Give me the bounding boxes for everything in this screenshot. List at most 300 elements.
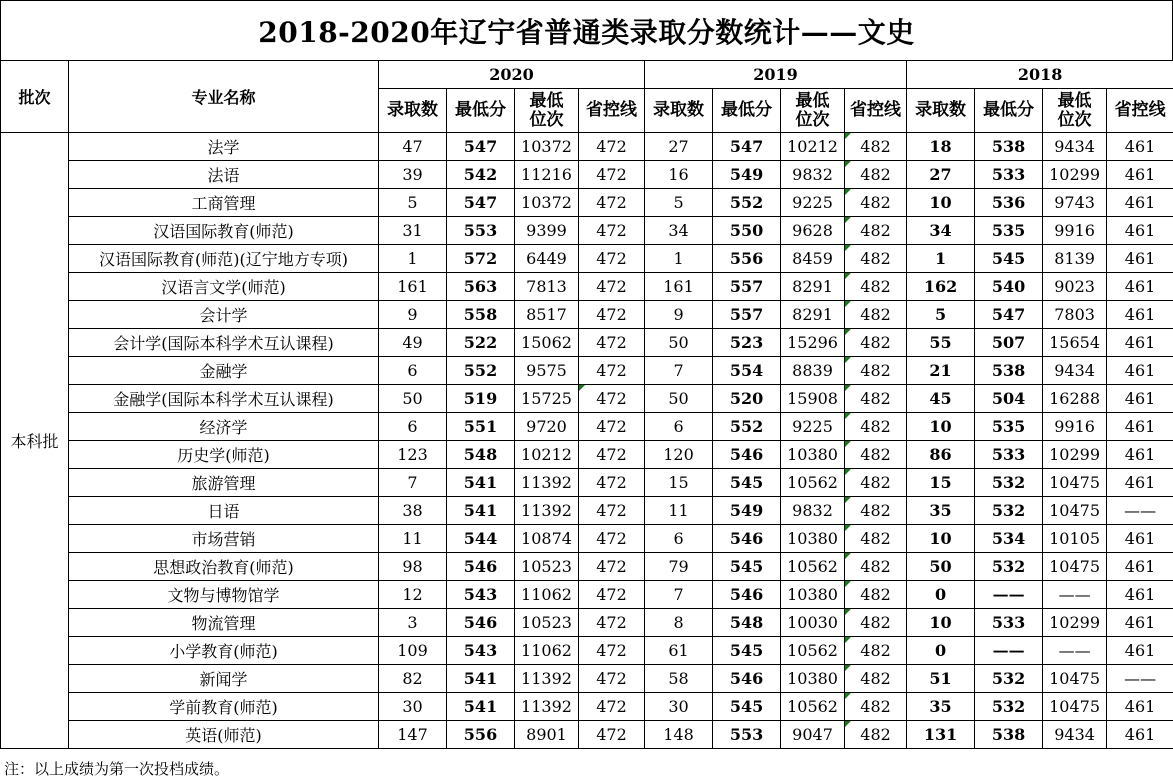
min-score-cell[interactable]: 545 <box>713 637 781 665</box>
min-rank-cell[interactable]: 9225 <box>781 189 845 217</box>
control-line-cell[interactable]: 461 <box>1107 161 1173 189</box>
control-line-cell[interactable]: 482 <box>845 357 907 385</box>
admitted-count-cell[interactable]: 6 <box>379 357 447 385</box>
control-line-cell[interactable]: 482 <box>845 133 907 161</box>
min-score-cell[interactable]: 532 <box>975 553 1043 581</box>
min-score-cell[interactable]: 553 <box>447 217 515 245</box>
admitted-count-cell[interactable]: 34 <box>907 217 975 245</box>
major-cell[interactable]: 法语 <box>69 161 379 189</box>
min-score-cell[interactable]: 532 <box>975 469 1043 497</box>
min-rank-cell[interactable]: 10380 <box>781 441 845 469</box>
min-rank-cell[interactable]: 10523 <box>515 553 579 581</box>
min-score-cell[interactable]: 547 <box>713 133 781 161</box>
control-line-cell[interactable]: 482 <box>845 189 907 217</box>
control-line-cell[interactable]: 461 <box>1107 385 1173 413</box>
control-line-cell[interactable]: 482 <box>845 525 907 553</box>
admitted-count-cell[interactable]: 7 <box>645 581 713 609</box>
control-line-cell[interactable]: —— <box>1107 665 1173 693</box>
min-score-cell[interactable]: 504 <box>975 385 1043 413</box>
control-line-cell[interactable]: 472 <box>579 441 645 469</box>
min-rank-cell[interactable]: 10523 <box>515 609 579 637</box>
min-score-cell[interactable]: 541 <box>447 665 515 693</box>
control-line-cell[interactable]: 482 <box>845 273 907 301</box>
min-score-cell[interactable]: 533 <box>975 161 1043 189</box>
admitted-count-cell[interactable]: 11 <box>379 525 447 553</box>
control-line-cell[interactable]: 472 <box>579 525 645 553</box>
control-line-cell[interactable]: 482 <box>845 217 907 245</box>
min-score-cell[interactable]: 541 <box>447 469 515 497</box>
min-rank-cell[interactable]: 11392 <box>515 469 579 497</box>
admitted-count-cell[interactable]: 8 <box>645 609 713 637</box>
admitted-count-cell[interactable]: 131 <box>907 721 975 749</box>
min-score-cell[interactable]: 556 <box>447 721 515 749</box>
admitted-count-cell[interactable]: 34 <box>645 217 713 245</box>
control-line-cell[interactable]: 482 <box>845 581 907 609</box>
admitted-count-cell[interactable]: 161 <box>379 273 447 301</box>
major-cell[interactable]: 小学教育(师范) <box>69 637 379 665</box>
min-rank-cell[interactable]: 10380 <box>781 525 845 553</box>
admitted-count-cell[interactable]: 58 <box>645 665 713 693</box>
control-line-cell[interactable]: 482 <box>845 161 907 189</box>
admitted-count-cell[interactable]: 55 <box>907 329 975 357</box>
admitted-count-cell[interactable]: 30 <box>379 693 447 721</box>
min-score-cell[interactable]: 538 <box>975 357 1043 385</box>
min-score-header-2020[interactable]: 最低分 <box>447 89 515 133</box>
admitted-count-cell[interactable]: 9 <box>379 301 447 329</box>
admitted-count-cell[interactable]: 6 <box>645 525 713 553</box>
control-line-cell[interactable]: 461 <box>1107 301 1173 329</box>
min-score-cell[interactable]: 547 <box>447 189 515 217</box>
min-score-cell[interactable]: 547 <box>447 133 515 161</box>
major-cell[interactable]: 会计学 <box>69 301 379 329</box>
min-score-cell[interactable]: 554 <box>713 357 781 385</box>
min-rank-cell[interactable]: 10380 <box>781 581 845 609</box>
admitted-count-cell[interactable]: 21 <box>907 357 975 385</box>
min-score-cell[interactable]: 546 <box>713 581 781 609</box>
min-rank-cell[interactable]: 15908 <box>781 385 845 413</box>
admitted-count-cell[interactable]: 86 <box>907 441 975 469</box>
control-line-cell[interactable]: 472 <box>579 469 645 497</box>
control-line-cell[interactable]: 482 <box>845 413 907 441</box>
admitted-count-cell[interactable]: 15 <box>907 469 975 497</box>
major-cell[interactable]: 金融学(国际本科学术互认课程) <box>69 385 379 413</box>
min-score-cell[interactable]: 543 <box>447 581 515 609</box>
min-rank-cell[interactable]: 10030 <box>781 609 845 637</box>
control-line-cell[interactable]: 472 <box>579 553 645 581</box>
admitted-count-cell[interactable]: 5 <box>645 189 713 217</box>
major-cell[interactable]: 日语 <box>69 497 379 525</box>
major-cell[interactable]: 历史学(师范) <box>69 441 379 469</box>
control-line-cell[interactable]: 461 <box>1107 413 1173 441</box>
major-cell[interactable]: 汉语言文学(师范) <box>69 273 379 301</box>
min-score-cell[interactable]: 532 <box>975 693 1043 721</box>
min-score-cell[interactable]: 523 <box>713 329 781 357</box>
min-rank-cell[interactable]: 10299 <box>1043 161 1107 189</box>
control-line-cell[interactable]: 482 <box>845 553 907 581</box>
min-score-cell[interactable]: 548 <box>713 609 781 637</box>
min-rank-cell[interactable]: 9225 <box>781 413 845 441</box>
admitted-count-cell[interactable]: 120 <box>645 441 713 469</box>
min-score-cell[interactable]: 534 <box>975 525 1043 553</box>
min-rank-cell[interactable]: 8459 <box>781 245 845 273</box>
min-rank-cell[interactable]: 9047 <box>781 721 845 749</box>
admitted-count-header-2019[interactable]: 录取数 <box>645 89 713 133</box>
control-line-cell[interactable]: 461 <box>1107 525 1173 553</box>
min-score-cell[interactable]: 563 <box>447 273 515 301</box>
admitted-count-cell[interactable]: 148 <box>645 721 713 749</box>
major-cell[interactable]: 英语(师范) <box>69 721 379 749</box>
major-cell[interactable]: 学前教育(师范) <box>69 693 379 721</box>
control-line-cell[interactable]: 472 <box>579 637 645 665</box>
min-score-cell[interactable]: 532 <box>975 665 1043 693</box>
min-score-cell[interactable]: 552 <box>447 357 515 385</box>
admitted-count-cell[interactable]: 109 <box>379 637 447 665</box>
admitted-count-cell[interactable]: 27 <box>645 133 713 161</box>
min-rank-cell[interactable]: 11392 <box>515 693 579 721</box>
control-line-cell[interactable]: 472 <box>579 581 645 609</box>
admitted-count-cell[interactable]: 10 <box>907 189 975 217</box>
min-score-cell[interactable]: —— <box>975 581 1043 609</box>
min-rank-cell[interactable]: 9434 <box>1043 357 1107 385</box>
admitted-count-cell[interactable]: 161 <box>645 273 713 301</box>
admitted-count-cell[interactable]: 35 <box>907 497 975 525</box>
control-line-cell[interactable]: 472 <box>579 693 645 721</box>
admitted-count-cell[interactable]: 61 <box>645 637 713 665</box>
min-score-cell[interactable]: 533 <box>975 441 1043 469</box>
admitted-count-cell[interactable]: 0 <box>907 581 975 609</box>
min-rank-cell[interactable]: 11392 <box>515 497 579 525</box>
min-score-cell[interactable]: 545 <box>975 245 1043 273</box>
admitted-count-cell[interactable]: 50 <box>379 385 447 413</box>
batch-header[interactable]: 批次 <box>1 61 69 133</box>
admitted-count-cell[interactable]: 5 <box>379 189 447 217</box>
min-rank-header-2018[interactable]: 最低 位次 <box>1043 89 1107 133</box>
control-line-cell[interactable]: 482 <box>845 497 907 525</box>
control-line-header-2018[interactable]: 省控线 <box>1107 89 1173 133</box>
min-rank-cell[interactable]: 9720 <box>515 413 579 441</box>
control-line-cell[interactable]: 472 <box>579 189 645 217</box>
year-header-2018[interactable]: 2018 <box>907 61 1173 89</box>
admitted-count-cell[interactable]: 3 <box>379 609 447 637</box>
admitted-count-cell[interactable]: 50 <box>645 385 713 413</box>
control-line-cell[interactable]: 461 <box>1107 189 1173 217</box>
control-line-cell[interactable]: 472 <box>579 413 645 441</box>
min-rank-cell[interactable]: 10475 <box>1043 469 1107 497</box>
control-line-cell[interactable]: 461 <box>1107 441 1173 469</box>
control-line-cell[interactable]: 461 <box>1107 581 1173 609</box>
min-score-cell[interactable]: 545 <box>713 553 781 581</box>
min-score-cell[interactable]: 546 <box>447 609 515 637</box>
min-rank-cell[interactable]: 10562 <box>781 553 845 581</box>
control-line-cell[interactable]: 472 <box>579 301 645 329</box>
min-rank-header-2020[interactable]: 最低 位次 <box>515 89 579 133</box>
min-rank-cell[interactable]: 9916 <box>1043 413 1107 441</box>
control-line-cell[interactable]: 461 <box>1107 693 1173 721</box>
admitted-count-cell[interactable]: 9 <box>645 301 713 329</box>
min-score-cell[interactable]: 547 <box>975 301 1043 329</box>
admitted-count-cell[interactable]: 79 <box>645 553 713 581</box>
control-line-cell[interactable]: 472 <box>579 245 645 273</box>
min-rank-cell[interactable]: 10212 <box>781 133 845 161</box>
control-line-cell[interactable]: 482 <box>845 329 907 357</box>
control-line-cell[interactable]: 482 <box>845 637 907 665</box>
min-rank-cell[interactable]: 10372 <box>515 133 579 161</box>
control-line-cell[interactable]: 472 <box>579 217 645 245</box>
control-line-header-2019[interactable]: 省控线 <box>845 89 907 133</box>
control-line-cell[interactable]: 482 <box>845 721 907 749</box>
major-cell[interactable]: 经济学 <box>69 413 379 441</box>
control-line-cell[interactable]: 472 <box>579 273 645 301</box>
min-rank-cell[interactable]: 15062 <box>515 329 579 357</box>
control-line-cell[interactable]: 461 <box>1107 357 1173 385</box>
min-rank-cell[interactable]: 10475 <box>1043 665 1107 693</box>
year-header-2019[interactable]: 2019 <box>645 61 907 89</box>
min-rank-cell[interactable]: 7813 <box>515 273 579 301</box>
min-rank-cell[interactable]: 10562 <box>781 693 845 721</box>
min-rank-cell[interactable]: 16288 <box>1043 385 1107 413</box>
admitted-count-cell[interactable]: 7 <box>379 469 447 497</box>
min-score-cell[interactable]: 540 <box>975 273 1043 301</box>
control-line-cell[interactable]: 482 <box>845 245 907 273</box>
min-rank-cell[interactable]: 15296 <box>781 329 845 357</box>
admitted-count-cell[interactable]: 6 <box>379 413 447 441</box>
min-rank-cell[interactable]: 9628 <box>781 217 845 245</box>
min-score-header-2018[interactable]: 最低分 <box>975 89 1043 133</box>
control-line-cell[interactable]: 472 <box>579 609 645 637</box>
min-score-cell[interactable]: 522 <box>447 329 515 357</box>
min-score-cell[interactable]: 549 <box>713 161 781 189</box>
min-rank-cell[interactable]: 8291 <box>781 301 845 329</box>
control-line-cell[interactable]: 461 <box>1107 133 1173 161</box>
min-rank-cell[interactable]: 8291 <box>781 273 845 301</box>
min-rank-cell[interactable]: 8139 <box>1043 245 1107 273</box>
admitted-count-cell[interactable]: 5 <box>907 301 975 329</box>
min-rank-cell[interactable]: 9023 <box>1043 273 1107 301</box>
min-rank-cell[interactable]: 11216 <box>515 161 579 189</box>
admitted-count-cell[interactable]: 98 <box>379 553 447 581</box>
control-line-cell[interactable]: 482 <box>845 441 907 469</box>
control-line-cell[interactable]: 482 <box>845 609 907 637</box>
control-line-cell[interactable]: 482 <box>845 385 907 413</box>
control-line-cell[interactable]: 472 <box>579 329 645 357</box>
year-header-2020[interactable]: 2020 <box>379 61 645 89</box>
major-cell[interactable]: 旅游管理 <box>69 469 379 497</box>
min-rank-cell[interactable]: 6449 <box>515 245 579 273</box>
admitted-count-cell[interactable]: 50 <box>907 553 975 581</box>
min-score-cell[interactable]: 557 <box>713 273 781 301</box>
min-rank-cell[interactable]: 10475 <box>1043 553 1107 581</box>
control-line-header-2020[interactable]: 省控线 <box>579 89 645 133</box>
admitted-count-cell[interactable]: 1 <box>379 245 447 273</box>
min-score-cell[interactable]: 553 <box>713 721 781 749</box>
min-rank-cell[interactable]: 15725 <box>515 385 579 413</box>
admitted-count-cell[interactable]: 1 <box>645 245 713 273</box>
min-score-cell[interactable]: 546 <box>713 665 781 693</box>
admitted-count-cell[interactable]: 123 <box>379 441 447 469</box>
min-score-cell[interactable]: 556 <box>713 245 781 273</box>
min-rank-cell[interactable]: 11392 <box>515 665 579 693</box>
admitted-count-cell[interactable]: 49 <box>379 329 447 357</box>
min-rank-header-2019[interactable]: 最低 位次 <box>781 89 845 133</box>
min-score-cell[interactable]: 545 <box>713 693 781 721</box>
major-cell[interactable]: 工商管理 <box>69 189 379 217</box>
major-cell[interactable]: 汉语国际教育(师范) <box>69 217 379 245</box>
min-rank-cell[interactable]: 11062 <box>515 637 579 665</box>
min-rank-cell[interactable]: 10372 <box>515 189 579 217</box>
admitted-count-cell[interactable]: 10 <box>907 609 975 637</box>
major-cell[interactable]: 会计学(国际本科学术互认课程) <box>69 329 379 357</box>
min-score-cell[interactable]: 558 <box>447 301 515 329</box>
min-score-cell[interactable]: 543 <box>447 637 515 665</box>
admitted-count-cell[interactable]: 0 <box>907 637 975 665</box>
min-score-cell[interactable]: 541 <box>447 497 515 525</box>
min-score-cell[interactable]: 538 <box>975 721 1043 749</box>
control-line-cell[interactable]: 461 <box>1107 721 1173 749</box>
min-rank-cell[interactable]: —— <box>1043 637 1107 665</box>
min-score-cell[interactable]: 536 <box>975 189 1043 217</box>
min-rank-cell[interactable]: 9575 <box>515 357 579 385</box>
admitted-count-header-2018[interactable]: 录取数 <box>907 89 975 133</box>
min-score-cell[interactable]: 550 <box>713 217 781 245</box>
control-line-cell[interactable]: 461 <box>1107 273 1173 301</box>
min-rank-cell[interactable]: 11062 <box>515 581 579 609</box>
admitted-count-cell[interactable]: 16 <box>645 161 713 189</box>
control-line-cell[interactable]: 461 <box>1107 245 1173 273</box>
control-line-cell[interactable]: 482 <box>845 693 907 721</box>
min-rank-cell[interactable]: 10380 <box>781 665 845 693</box>
min-rank-cell[interactable]: 9832 <box>781 497 845 525</box>
admitted-count-cell[interactable]: 30 <box>645 693 713 721</box>
admitted-count-cell[interactable]: 27 <box>907 161 975 189</box>
min-score-cell[interactable]: 507 <box>975 329 1043 357</box>
min-score-cell[interactable]: 557 <box>713 301 781 329</box>
major-cell[interactable]: 法学 <box>69 133 379 161</box>
admitted-count-cell[interactable]: 12 <box>379 581 447 609</box>
min-rank-cell[interactable]: 8517 <box>515 301 579 329</box>
control-line-cell[interactable]: 461 <box>1107 329 1173 357</box>
min-score-cell[interactable]: 538 <box>975 133 1043 161</box>
admitted-count-cell[interactable]: 45 <box>907 385 975 413</box>
control-line-cell[interactable]: 472 <box>579 497 645 525</box>
min-rank-cell[interactable]: 10105 <box>1043 525 1107 553</box>
control-line-cell[interactable]: —— <box>1107 497 1173 525</box>
min-score-cell[interactable]: 548 <box>447 441 515 469</box>
min-score-cell[interactable]: 546 <box>713 441 781 469</box>
control-line-cell[interactable]: 472 <box>579 161 645 189</box>
admitted-count-cell[interactable]: 162 <box>907 273 975 301</box>
admitted-count-cell[interactable]: 10 <box>907 525 975 553</box>
admitted-count-cell[interactable]: 35 <box>907 693 975 721</box>
control-line-cell[interactable]: 472 <box>579 721 645 749</box>
major-header[interactable]: 专业名称 <box>69 61 379 133</box>
admitted-count-cell[interactable]: 82 <box>379 665 447 693</box>
major-cell[interactable]: 思想政治教育(师范) <box>69 553 379 581</box>
admitted-count-cell[interactable]: 1 <box>907 245 975 273</box>
admitted-count-cell[interactable]: 38 <box>379 497 447 525</box>
min-rank-cell[interactable]: —— <box>1043 581 1107 609</box>
min-rank-cell[interactable]: 8901 <box>515 721 579 749</box>
control-line-cell[interactable]: 461 <box>1107 609 1173 637</box>
min-rank-cell[interactable]: 9434 <box>1043 721 1107 749</box>
batch-cell[interactable]: 本科批 <box>1 133 69 749</box>
control-line-cell[interactable]: 472 <box>579 133 645 161</box>
min-score-cell[interactable]: 535 <box>975 217 1043 245</box>
min-rank-cell[interactable]: 10562 <box>781 469 845 497</box>
min-score-cell[interactable]: 552 <box>713 189 781 217</box>
control-line-cell[interactable]: 482 <box>845 301 907 329</box>
min-score-cell[interactable]: 541 <box>447 693 515 721</box>
min-rank-cell[interactable]: 9832 <box>781 161 845 189</box>
admitted-count-cell[interactable]: 51 <box>907 665 975 693</box>
control-line-cell[interactable]: 472 <box>579 385 645 413</box>
min-score-cell[interactable]: 519 <box>447 385 515 413</box>
min-rank-cell[interactable]: 8839 <box>781 357 845 385</box>
admitted-count-cell[interactable]: 18 <box>907 133 975 161</box>
admitted-count-cell[interactable]: 50 <box>645 329 713 357</box>
min-rank-cell[interactable]: 9743 <box>1043 189 1107 217</box>
min-rank-cell[interactable]: 10299 <box>1043 441 1107 469</box>
min-rank-cell[interactable]: 9434 <box>1043 133 1107 161</box>
min-score-cell[interactable]: 520 <box>713 385 781 413</box>
control-line-cell[interactable]: 472 <box>579 665 645 693</box>
min-rank-cell[interactable]: 10299 <box>1043 609 1107 637</box>
major-cell[interactable]: 市场营销 <box>69 525 379 553</box>
admitted-count-cell[interactable]: 47 <box>379 133 447 161</box>
control-line-cell[interactable]: 472 <box>579 357 645 385</box>
min-score-header-2019[interactable]: 最低分 <box>713 89 781 133</box>
min-rank-cell[interactable]: 9916 <box>1043 217 1107 245</box>
admitted-count-header-2020[interactable]: 录取数 <box>379 89 447 133</box>
min-score-cell[interactable]: 572 <box>447 245 515 273</box>
major-cell[interactable]: 汉语国际教育(师范)(辽宁地方专项) <box>69 245 379 273</box>
admitted-count-cell[interactable]: 6 <box>645 413 713 441</box>
min-score-cell[interactable]: 533 <box>975 609 1043 637</box>
major-cell[interactable]: 物流管理 <box>69 609 379 637</box>
min-rank-cell[interactable]: 10212 <box>515 441 579 469</box>
control-line-cell[interactable]: 461 <box>1107 637 1173 665</box>
control-line-cell[interactable]: 461 <box>1107 217 1173 245</box>
major-cell[interactable]: 金融学 <box>69 357 379 385</box>
admitted-count-cell[interactable]: 147 <box>379 721 447 749</box>
min-score-cell[interactable]: 532 <box>975 497 1043 525</box>
min-score-cell[interactable]: 552 <box>713 413 781 441</box>
min-rank-cell[interactable]: 15654 <box>1043 329 1107 357</box>
min-rank-cell[interactable]: 10475 <box>1043 497 1107 525</box>
control-line-cell[interactable]: 482 <box>845 665 907 693</box>
min-rank-cell[interactable]: 10874 <box>515 525 579 553</box>
min-score-cell[interactable]: 546 <box>447 553 515 581</box>
min-score-cell[interactable]: 546 <box>713 525 781 553</box>
min-score-cell[interactable]: 545 <box>713 469 781 497</box>
min-rank-cell[interactable]: 10562 <box>781 637 845 665</box>
min-score-cell[interactable]: 542 <box>447 161 515 189</box>
control-line-cell[interactable]: 461 <box>1107 553 1173 581</box>
admitted-count-cell[interactable]: 39 <box>379 161 447 189</box>
admitted-count-cell[interactable]: 15 <box>645 469 713 497</box>
min-rank-cell[interactable]: 9399 <box>515 217 579 245</box>
min-rank-cell[interactable]: 7803 <box>1043 301 1107 329</box>
min-score-cell[interactable]: 549 <box>713 497 781 525</box>
major-cell[interactable]: 新闻学 <box>69 665 379 693</box>
min-score-cell[interactable]: —— <box>975 637 1043 665</box>
control-line-cell[interactable]: 461 <box>1107 469 1173 497</box>
min-score-cell[interactable]: 544 <box>447 525 515 553</box>
admitted-count-cell[interactable]: 10 <box>907 413 975 441</box>
min-rank-cell[interactable]: 10475 <box>1043 693 1107 721</box>
min-score-cell[interactable]: 551 <box>447 413 515 441</box>
admitted-count-cell[interactable]: 7 <box>645 357 713 385</box>
control-line-cell[interactable]: 482 <box>845 469 907 497</box>
